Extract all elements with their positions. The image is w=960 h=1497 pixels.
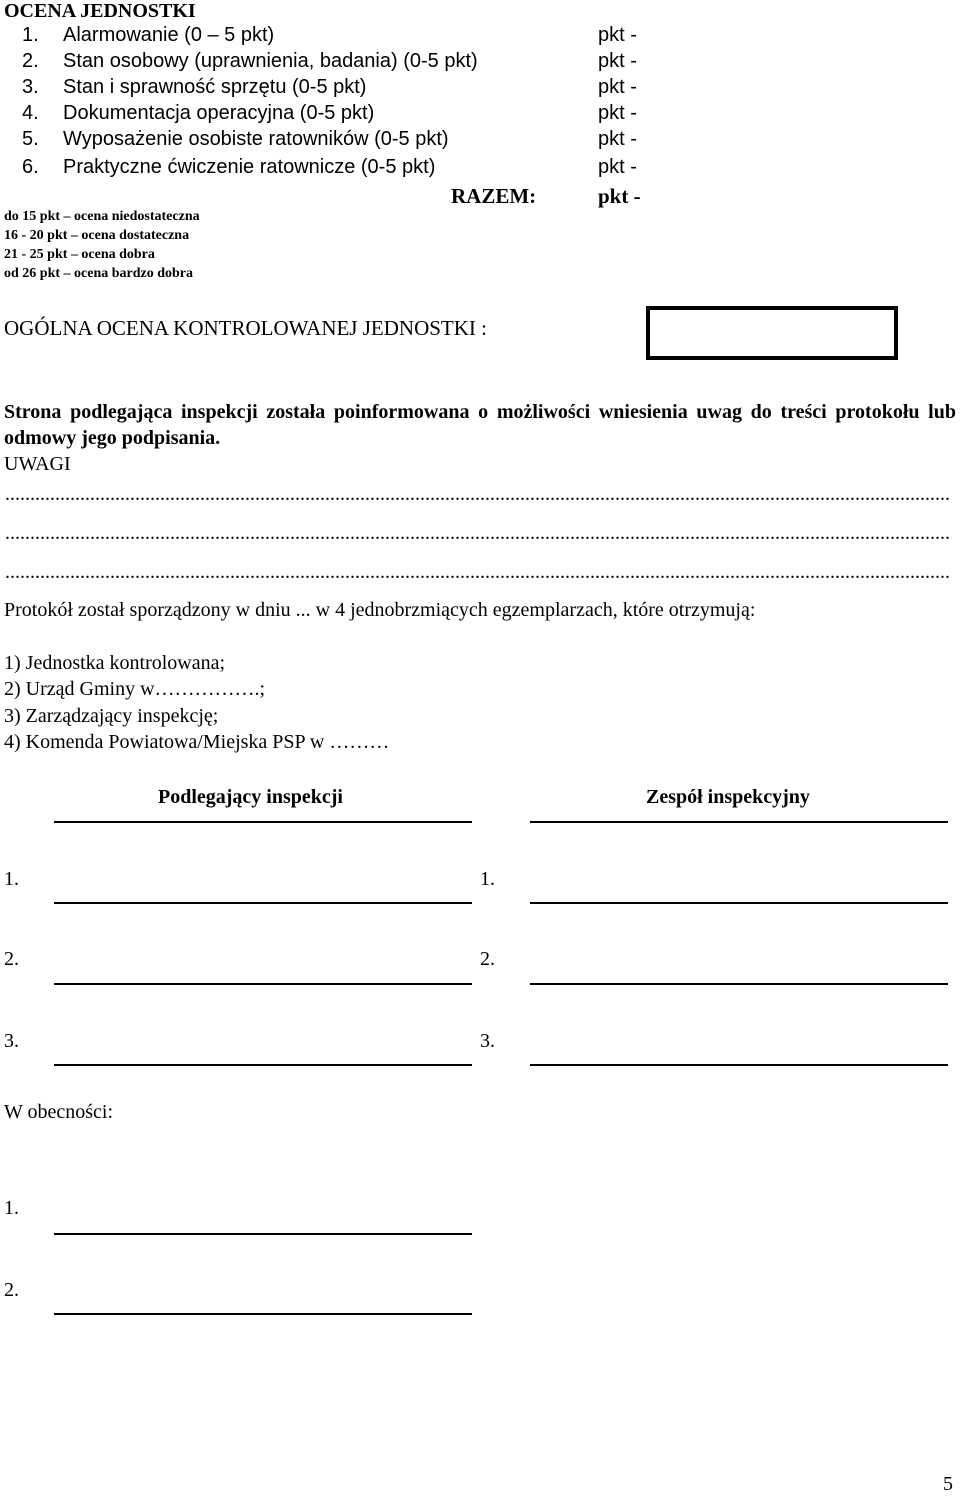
presence-number: 2. — [4, 1279, 19, 1301]
criterion-label: Alarmowanie (0 – 5 pkt) — [63, 24, 275, 46]
presence-label: W obecności: — [4, 1101, 114, 1123]
total-label: RAZEM: — [451, 184, 537, 208]
signature-line[interactable] — [54, 821, 472, 823]
sig-number: 3. — [4, 1030, 19, 1052]
criterion-points: pkt - — [598, 128, 637, 150]
criterion-label: Praktyczne ćwiczenie ratownicze (0-5 pkt) — [63, 156, 436, 178]
presence-number: 1. — [4, 1197, 19, 1219]
remarks-line[interactable]: ............................................................................................................................................................................................. — [5, 483, 950, 505]
criterion-points: pkt - — [598, 76, 637, 98]
recipient-item: 2) Urząd Gminy w…………….; — [4, 678, 266, 700]
signature-line[interactable] — [530, 902, 948, 904]
recipient-item: 3) Zarządzający inspekcję; — [4, 705, 219, 727]
sig-right-title: Zespół inspekcyjny — [646, 786, 810, 808]
sig-number: 2. — [480, 948, 495, 970]
signature-line[interactable] — [54, 983, 472, 985]
overall-rating-label: OGÓLNA OCENA KONTROLOWANEJ JEDNOSTKI : — [4, 316, 487, 340]
scale-item: 16 - 20 pkt – ocena dostateczna — [4, 228, 190, 243]
signature-line[interactable] — [54, 902, 472, 904]
signature-line[interactable] — [54, 1313, 472, 1315]
overall-rating-box[interactable] — [646, 306, 898, 360]
criterion-label: Wyposażenie osobiste ratowników (0-5 pkt) — [63, 128, 449, 150]
signature-line[interactable] — [54, 1233, 472, 1235]
protocol-text: Protokół został sporządzony w dniu ... w 4 jednobrzmiących egzemplarzach, które otrzymują: — [4, 599, 756, 621]
remarks-line[interactable]: ............................................................................................................................................................................................. — [5, 522, 950, 544]
page-number: 5 — [943, 1473, 953, 1495]
scale-item: 21 - 25 pkt – ocena dobra — [4, 247, 155, 262]
criterion-label: Stan i sprawność sprzętu (0-5 pkt) — [63, 76, 367, 98]
signature-line[interactable] — [530, 821, 948, 823]
total-points: pkt - — [598, 184, 641, 208]
sig-left-title: Podlegający inspekcji — [158, 786, 343, 808]
criterion-points: pkt - — [598, 24, 637, 46]
scale-item: od 26 pkt – ocena bardzo dobra — [4, 266, 194, 281]
criterion-label: Stan osobowy (uprawnienia, badania) (0-5 pkt) — [63, 50, 478, 72]
section-title: OCENA JEDNOSTKI — [4, 0, 196, 22]
recipient-item: 1) Jednostka kontrolowana; — [4, 652, 226, 674]
criterion-number: 5. — [22, 128, 39, 150]
criterion-number: 4. — [22, 102, 39, 124]
remarks-label: UWAGI — [4, 453, 71, 475]
criterion-label: Dokumentacja operacyjna (0-5 pkt) — [63, 102, 375, 124]
notice-text: Strona podlegająca inspekcji została poinformowana o możliwości wniesienia uwag do treści protokołu lub odmowy jego podpisania. — [4, 401, 956, 449]
sig-number: 2. — [4, 948, 19, 970]
signature-line[interactable] — [54, 1064, 472, 1066]
criterion-points: pkt - — [598, 50, 637, 72]
signature-line[interactable] — [530, 1064, 948, 1066]
recipient-item: 4) Komenda Powiatowa/Miejska PSP w ……… — [4, 731, 390, 753]
criterion-number: 3. — [22, 76, 39, 98]
criterion-number: 1. — [22, 24, 39, 46]
criterion-points: pkt - — [598, 156, 637, 178]
scale-item: do 15 pkt – ocena niedostateczna — [4, 209, 200, 224]
sig-number: 1. — [480, 868, 495, 890]
criterion-number: 2. — [22, 50, 39, 72]
remarks-line[interactable]: ............................................................................................................................................................................................. — [5, 561, 950, 583]
sig-number: 1. — [4, 868, 19, 890]
sig-number: 3. — [480, 1030, 495, 1052]
criterion-number: 6. — [22, 156, 39, 178]
criterion-points: pkt - — [598, 102, 637, 124]
signature-line[interactable] — [530, 983, 948, 985]
